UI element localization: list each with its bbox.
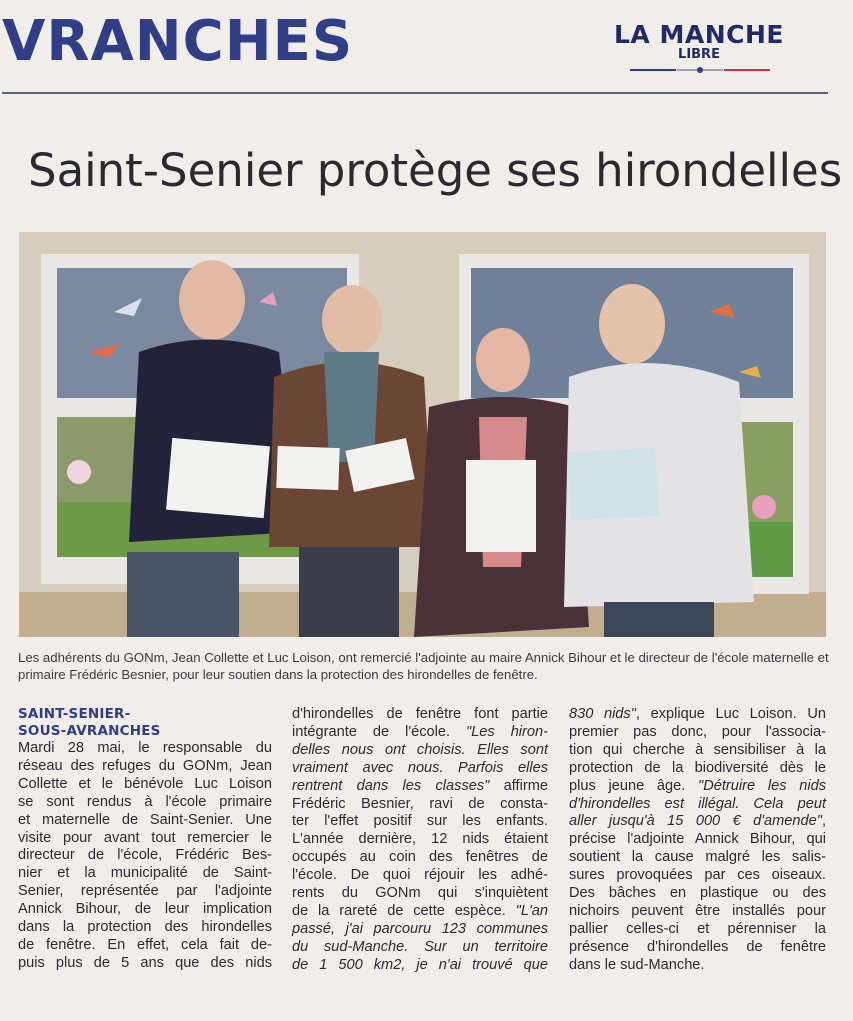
article-column-1	[18, 706, 272, 973]
text-line	[569, 778, 826, 796]
text-line: précise l'adjointe Annick Bihour, qui	[569, 831, 826, 848]
quote-line: d'hirondelles est illégal. Cela peut	[569, 795, 826, 812]
newspaper-masthead	[600, 22, 798, 61]
text-fragment: , explique Luc Loison. Un	[635, 706, 826, 722]
text-line: Frédéric Besnier, ravi de consta-	[292, 795, 548, 812]
text-line: puis plus de 5 ans que des nids	[18, 954, 272, 971]
text-line	[292, 778, 548, 796]
article-column-3	[569, 706, 826, 975]
text-line: Mardi 28 mai, le responsable du	[18, 740, 272, 756]
masthead-subtitle: LIBRE	[678, 47, 720, 62]
text-line: et maternelle de Saint-Senier. Une	[18, 811, 272, 828]
quote-line: vraiment avec nous. Parfois elles	[292, 759, 548, 776]
text-line	[292, 903, 548, 921]
text-line	[569, 813, 826, 831]
quote-line: du sud-Manche. Sur un territoire	[292, 938, 548, 955]
text-line: protection de la biodiversité dès le	[569, 759, 826, 776]
article-paragraph-3	[569, 706, 826, 975]
quote-line: passé, j'ai parcouru 123 communes	[292, 920, 548, 937]
text-line	[569, 706, 826, 724]
article-paragraph-1	[18, 740, 272, 973]
text-line: L'année dernière, 12 nids étaient	[292, 831, 548, 848]
quote-line: de 1 500 km2, je n'ai trouvé que	[292, 956, 548, 973]
quote-fragment: aller jusqu'à 15 000 € d'amende"	[569, 813, 822, 830]
text-line: Senier, représentée par l'adjointe	[18, 883, 272, 900]
text-line: Annick Bihour, de leur implication	[18, 901, 272, 918]
article-photo	[19, 232, 826, 637]
photo-illustration	[19, 232, 826, 637]
text-line: soutient la cause malgré les salis-	[569, 849, 826, 866]
text-fragment: ,	[821, 813, 826, 830]
text-line: sures provoquées par ces oiseaux.	[569, 867, 826, 884]
locality-line: SOUS-AVRANCHES	[18, 723, 161, 739]
photo-caption: Les adhérents du GONm, Jean Collette et Luc Loison, ont remercié l'adjointe au maire Annick Bihour et le directeur de l'école maternelle et primaire Frédéric Besnier, pour leur soutien dans la protection des hirondelles de fenêtre.	[18, 650, 829, 682]
text-fragment: intégrante de l'école.	[292, 723, 467, 740]
article-headline: Saint-Senier protège ses hirondelles	[28, 144, 843, 197]
text-line: directeur de l'école, Frédéric Bes-	[18, 847, 272, 864]
text-fragment: de la rareté de cette espèce.	[292, 902, 516, 919]
header-rule	[2, 92, 828, 94]
text-line: Des bâches en plastique ou des	[569, 885, 826, 902]
masthead-title: LA MANCHE	[614, 20, 784, 49]
text-line: occupés au coin des fenêtres de	[292, 849, 548, 866]
text-line: dans le sud-Manche.	[569, 956, 705, 973]
text-line: dans la protection des hirondelles	[18, 919, 272, 936]
article-column-2	[292, 706, 548, 975]
quote-fragment: "Les hiron-	[466, 723, 549, 740]
text-line: d'hirondelles de fenêtre font partie	[292, 706, 548, 722]
quote-line: delles nous ont choisis. Elles sont	[292, 741, 548, 758]
quote-fragment: rentrent dans les classes"	[292, 777, 490, 794]
text-line	[292, 724, 548, 742]
text-line: premier pas donc, pour l'associa-	[569, 723, 826, 740]
locality-line: SAINT-SENIER-	[18, 706, 131, 722]
text-line: nichoirs peuvent être installés pour	[569, 902, 826, 919]
text-line: réseau des refuges du GONm, Jean	[18, 757, 272, 774]
text-line: pallier celles-ci et pérenniser la	[569, 920, 826, 937]
text-fragment: affirme	[489, 777, 548, 794]
text-fragment: plus jeune âge.	[569, 777, 699, 794]
text-line: rents du GONm qui s'inquiètent	[292, 885, 548, 902]
text-line: ter l'effet positif sur les enfants.	[292, 813, 548, 830]
text-line: nier et la municipalité de Saint-	[18, 865, 272, 882]
article-locality	[18, 706, 272, 740]
article-paragraph-2	[292, 706, 548, 975]
quote-fragment: "Détruire les nids	[698, 777, 826, 794]
section-title: VRANCHES	[2, 9, 354, 74]
quote-fragment: 830 nids"	[569, 706, 636, 722]
text-line: de fenêtre. En effet, cela fait de-	[18, 936, 272, 953]
text-line: tion qui cherche à sensibiliser à la	[569, 741, 826, 758]
text-line: visite pour avant tout remercier le	[18, 829, 272, 846]
text-line: l'école. De quoi réjouir les adhé-	[292, 867, 548, 884]
text-line: se sont rendus à l'école primaire	[18, 793, 272, 810]
text-line: présence d'hirondelles de fenêtre	[569, 938, 826, 955]
masthead-tricolor-stripe	[630, 67, 770, 73]
quote-fragment: "L'an	[515, 902, 548, 919]
text-line: Collette et le bénévole Luc Loison	[18, 775, 272, 792]
